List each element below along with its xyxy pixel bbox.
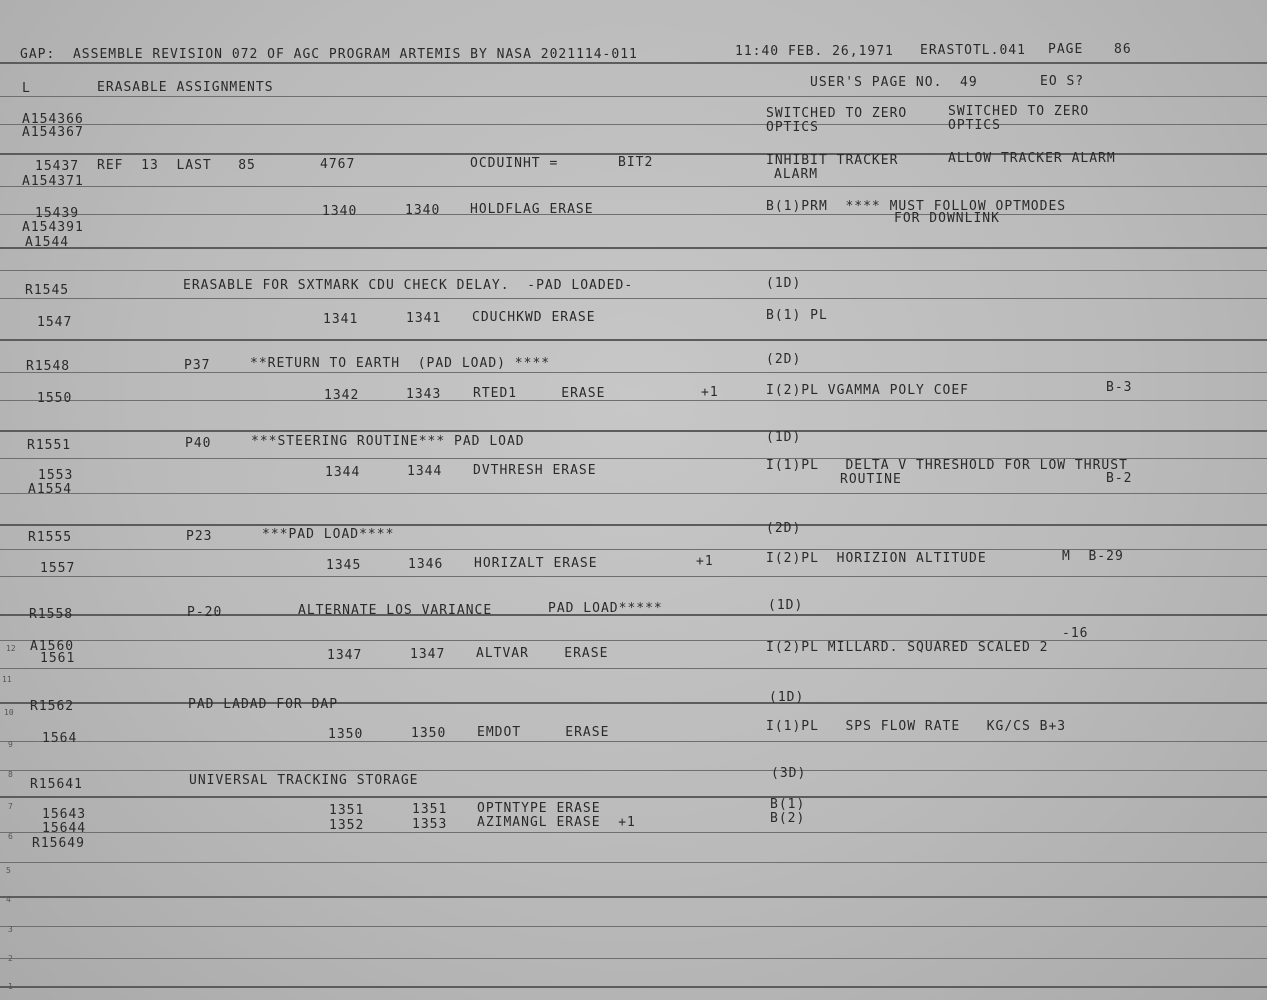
paper-rule	[0, 832, 1267, 833]
region-title: ***PAD LOAD****	[262, 527, 395, 542]
address-label: A154366	[22, 112, 84, 127]
symbol-name: EMDOT ERASE	[477, 725, 610, 740]
paper-rule	[0, 770, 1267, 771]
line-address: 1553	[38, 468, 74, 483]
region-tag: (2D)	[766, 521, 802, 536]
address-label: A1554	[28, 482, 73, 497]
octal-location: 1353	[412, 817, 448, 832]
line-address: 1550	[37, 391, 73, 406]
paper-rule	[0, 214, 1267, 215]
octal-location: 1352	[329, 818, 365, 833]
region-label: R1545	[25, 283, 70, 298]
comment-text: I(1)PL SPS FLOW RATE KG/CS B+3	[766, 719, 1067, 734]
octal-location: 1351	[329, 803, 365, 818]
comment-text: B(1)PRM **** MUST FOLLOW OPTMODES	[766, 199, 1067, 214]
paper-rule	[0, 400, 1267, 401]
region-tag: (1D)	[769, 690, 805, 705]
octal-location: 1350	[328, 727, 364, 742]
region-label: R15641	[30, 777, 83, 792]
paper-rule	[0, 96, 1267, 97]
margin-mark: 3	[8, 925, 13, 934]
paper-rule	[0, 186, 1267, 187]
comment-text: ALARM	[774, 167, 819, 182]
paper-rule	[0, 668, 1267, 669]
region-title: ***STEERING ROUTINE*** PAD LOAD	[251, 434, 525, 449]
comment-text: INHIBIT TRACKER	[766, 153, 899, 168]
comment-text: I(2)PL HORIZION ALTITUDE	[766, 551, 987, 566]
octal-location: 1346	[408, 557, 444, 572]
offset-value: +1	[696, 554, 714, 569]
region-tag: (3D)	[771, 766, 807, 781]
program-label: P-20	[187, 605, 223, 620]
file-name: ERASTOTL.041	[920, 43, 1026, 58]
line-address: 15643	[42, 807, 87, 822]
scale-value: M B-29	[1062, 549, 1124, 564]
paper-rule	[0, 298, 1267, 299]
octal-location: 1345	[326, 558, 362, 573]
paper-rule	[0, 862, 1267, 863]
symbol-name: CDUCHKWD ERASE	[472, 310, 596, 325]
region-label: R1562	[30, 699, 75, 714]
region-title: PAD LADAD FOR DAP	[188, 697, 339, 712]
margin-mark: 4	[6, 895, 11, 904]
symbol-name: OPTNTYPE ERASE	[477, 801, 601, 816]
region-title: UNIVERSAL TRACKING STORAGE	[189, 773, 419, 788]
line-address: 1561	[40, 651, 76, 666]
paper-rule	[0, 430, 1267, 432]
line-address: 1547	[37, 315, 73, 330]
margin-mark: 5	[6, 866, 11, 875]
region-title: ALTERNATE LOS VARIANCE	[298, 603, 493, 618]
region-title: PAD LOAD*****	[548, 601, 663, 616]
octal-location: 1347	[327, 648, 363, 663]
address-label: A1544	[25, 235, 70, 250]
comment-text: I(1)PL DELTA V THRESHOLD FOR LOW THRUST	[766, 458, 1128, 473]
octal-location: 1340	[322, 204, 358, 219]
octal-location: 1344	[325, 465, 361, 480]
paper-rule	[0, 896, 1267, 898]
paper-rule	[0, 796, 1267, 798]
comment-text: ALLOW TRACKER ALARM	[948, 151, 1116, 166]
line-address: 15439	[35, 206, 80, 221]
octal-location: 1351	[412, 802, 448, 817]
comment-text: SWITCHED TO ZERO	[948, 104, 1090, 119]
margin-mark: 8	[8, 770, 13, 779]
paper-rule	[0, 524, 1267, 526]
region-tag: (1D)	[766, 276, 802, 291]
margin-mark: 1	[8, 982, 13, 991]
user-page-number: USER'S PAGE NO. 49	[810, 75, 978, 90]
region-tag: (2D)	[766, 352, 802, 367]
comment-text: OPTICS	[766, 120, 819, 135]
assembly-title: GAP: ASSEMBLE REVISION 072 OF AGC PROGRAM ARTEMIS BY NASA 2021114-011	[20, 47, 638, 62]
paper-rule	[0, 339, 1267, 341]
octal-location: 1342	[324, 388, 360, 403]
exponent-value: -16	[1062, 626, 1089, 641]
comment-text: I(2)PL MILLARD. SQUARED SCALED 2	[766, 640, 1049, 655]
symbol-value: BIT2	[618, 155, 654, 170]
comment-text: ROUTINE	[840, 472, 902, 487]
paper-rule	[0, 247, 1267, 249]
comment-text: B(1) PL	[766, 308, 828, 323]
line-address: 15437	[35, 159, 80, 174]
region-title: ERASABLE FOR SXTMARK CDU CHECK DELAY. -PAD LOADED-	[183, 278, 634, 293]
octal-location: 1341	[323, 312, 359, 327]
symbol-name: AZIMANGL ERASE +1	[477, 815, 636, 830]
region-title: **RETURN TO EARTH (PAD LOAD) ****	[250, 356, 551, 371]
line-address: 1557	[40, 561, 76, 576]
octal-location: 1344	[407, 464, 443, 479]
octal-location: 1340	[405, 203, 441, 218]
paper-rule	[0, 926, 1267, 927]
comment-text: FOR DOWNLINK	[894, 211, 1000, 226]
page-number: 86	[1114, 42, 1132, 57]
address-label: A154391	[22, 220, 84, 235]
paper-rule	[0, 493, 1267, 494]
page-label: PAGE	[1048, 42, 1084, 57]
region-label: R1558	[29, 607, 74, 622]
paper-rule	[0, 270, 1267, 271]
comment-text: OPTICS	[948, 118, 1001, 133]
region-label: R1555	[28, 530, 73, 545]
octal-location: 1343	[406, 387, 442, 402]
paper-rule	[0, 741, 1267, 742]
octal-location: 1341	[406, 311, 442, 326]
program-label: P23	[186, 529, 213, 544]
comment-text: I(2)PL VGAMMA POLY COEF	[766, 383, 970, 398]
offset-value: +1	[701, 385, 719, 400]
margin-mark: 9	[8, 740, 13, 749]
address-label: A154371	[22, 174, 84, 189]
symbol-name: DVTHRESH ERASE	[473, 463, 597, 478]
section-marker: L	[22, 81, 31, 96]
address-label: A1560	[30, 639, 75, 654]
ref-info: REF 13 LAST 85	[97, 158, 256, 173]
paper-rule	[0, 62, 1267, 64]
print-timestamp: 11:40 FEB. 26,1971	[735, 44, 894, 59]
region-label: R1548	[26, 359, 71, 374]
region-tag: (1D)	[768, 598, 804, 613]
margin-mark: 7	[8, 802, 13, 811]
symbol-name: RTED1 ERASE	[473, 386, 606, 401]
address-label: A154367	[22, 125, 84, 140]
region-label: R15649	[32, 836, 85, 851]
symbol-name: ALTVAR ERASE	[476, 646, 609, 661]
margin-mark: 12	[6, 644, 16, 653]
region-tag: (1D)	[766, 430, 802, 445]
margin-mark: 11	[2, 675, 12, 684]
margin-mark: 2	[8, 954, 13, 963]
margin-mark: 10	[4, 708, 14, 717]
paper-rule	[0, 958, 1267, 959]
program-label: P37	[184, 358, 211, 373]
paper-rule	[0, 576, 1267, 577]
comment-text: B(1)	[770, 797, 806, 812]
line-address: 1564	[42, 731, 78, 746]
paper-rule	[0, 124, 1267, 125]
eo-mark: EO S?	[1040, 74, 1085, 89]
scale-value: B-2	[1106, 471, 1133, 486]
symbol-name: HOLDFLAG ERASE	[470, 202, 594, 217]
region-label: R1551	[27, 438, 72, 453]
margin-mark: 6	[8, 832, 13, 841]
symbol-name: HORIZALT ERASE	[474, 556, 598, 571]
octal-location: 1347	[410, 647, 446, 662]
scale-value: B-3	[1106, 380, 1133, 395]
octal-location: 1350	[411, 726, 447, 741]
symbol-name: OCDUINHT =	[470, 156, 559, 171]
line-address: 15644	[42, 821, 87, 836]
program-label: P40	[185, 436, 212, 451]
octal-value: 4767	[320, 157, 356, 172]
paper-rule	[0, 986, 1267, 988]
comment-text: SWITCHED TO ZERO	[766, 106, 908, 121]
section-title: ERASABLE ASSIGNMENTS	[97, 80, 274, 95]
comment-text: B(2)	[770, 811, 806, 826]
